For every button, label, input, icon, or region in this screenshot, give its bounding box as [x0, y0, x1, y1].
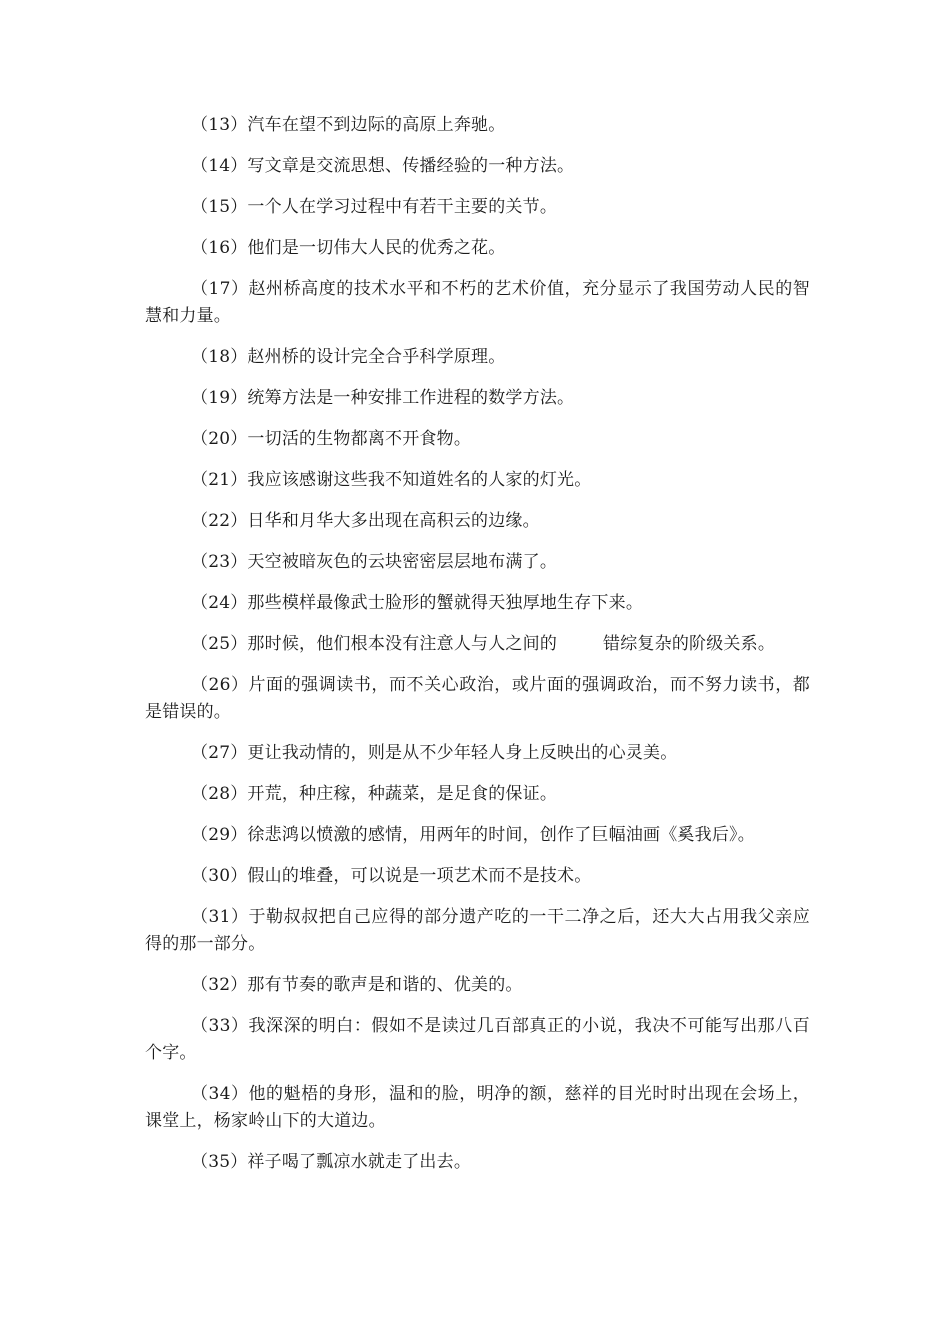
sentence-31: （31）于勒叔叔把自己应得的部分遗产吃的一干二净之后，还大大占用我父亲应得的那一部分。 [145, 907, 810, 954]
sentence-16: （16）他们是一切伟大人民的优秀之花。 [191, 238, 506, 258]
sentence-22: （22）日华和月华大多出现在高积云的边缘。 [191, 511, 540, 531]
sentence-32: （32）那有节奏的歌声是和谐的、优美的。 [191, 975, 523, 995]
sentence-30: （30）假山的堆叠，可以说是一项艺术而不是技术。 [191, 866, 592, 886]
sentence-23: （23）天空被暗灰色的云块密密层层地布满了。 [191, 552, 558, 572]
sentence-24: （24）那些模样最像武士脸形的蟹就得天独厚地生存下来。 [191, 593, 644, 613]
sentence-18: （18）赵州桥的设计完全合乎科学原理。 [191, 347, 506, 367]
sentence-14: （14）写文章是交流思想、传播经验的一种方法。 [191, 156, 575, 176]
sentence-35: （35）祥子喝了瓢凉水就走了出去。 [191, 1152, 472, 1172]
sentence-17: （17）赵州桥高度的技术水平和不朽的艺术价值，充分显示了我国劳动人民的智慧和力量。 [145, 279, 810, 326]
document-page [145, 112, 810, 1190]
sentence-25-tail: 错综复杂的阶级关系。 [603, 634, 776, 654]
sentence-20: （20）一切活的生物都离不开食物。 [191, 429, 472, 449]
sentence-28: （28）开荒，种庄稼，种蔬菜，是足食的保证。 [191, 784, 558, 804]
sentence-26: （26）片面的强调读书，而不关心政治，或片面的强调政治，而不努力读书，都是错误的。 [145, 675, 810, 722]
sentence-21: （21）我应该感谢这些我不知道姓名的人家的灯光。 [191, 470, 592, 490]
sentence-25-head: （25）那时候，他们根本没有注意人与人之间的 [191, 634, 558, 654]
sentence-34: （34）他的魁梧的身形，温和的脸，明净的额，慈祥的目光时时出现在会场上，课堂上，杨家岭山下的大道边。 [145, 1084, 810, 1131]
sentence-25 [145, 631, 810, 658]
sentence-33: （33）我深深的明白：假如不是读过几百部真正的小说，我决不可能写出那八百个字。 [145, 1016, 810, 1063]
sentence-13: （13）汽车在望不到边际的高原上奔驰。 [191, 115, 506, 135]
sentence-29: （29）徐悲鸿以愤激的感情，用两年的时间，创作了巨幅油画《奚我后》。 [191, 825, 755, 845]
sentence-27: （27）更让我动情的，则是从不少年轻人身上反映出的心灵美。 [191, 743, 678, 763]
sentence-19: （19）统筹方法是一种安排工作进程的数学方法。 [191, 388, 575, 408]
sentence-15: （15）一个人在学习过程中有若干主要的关节。 [191, 197, 558, 217]
